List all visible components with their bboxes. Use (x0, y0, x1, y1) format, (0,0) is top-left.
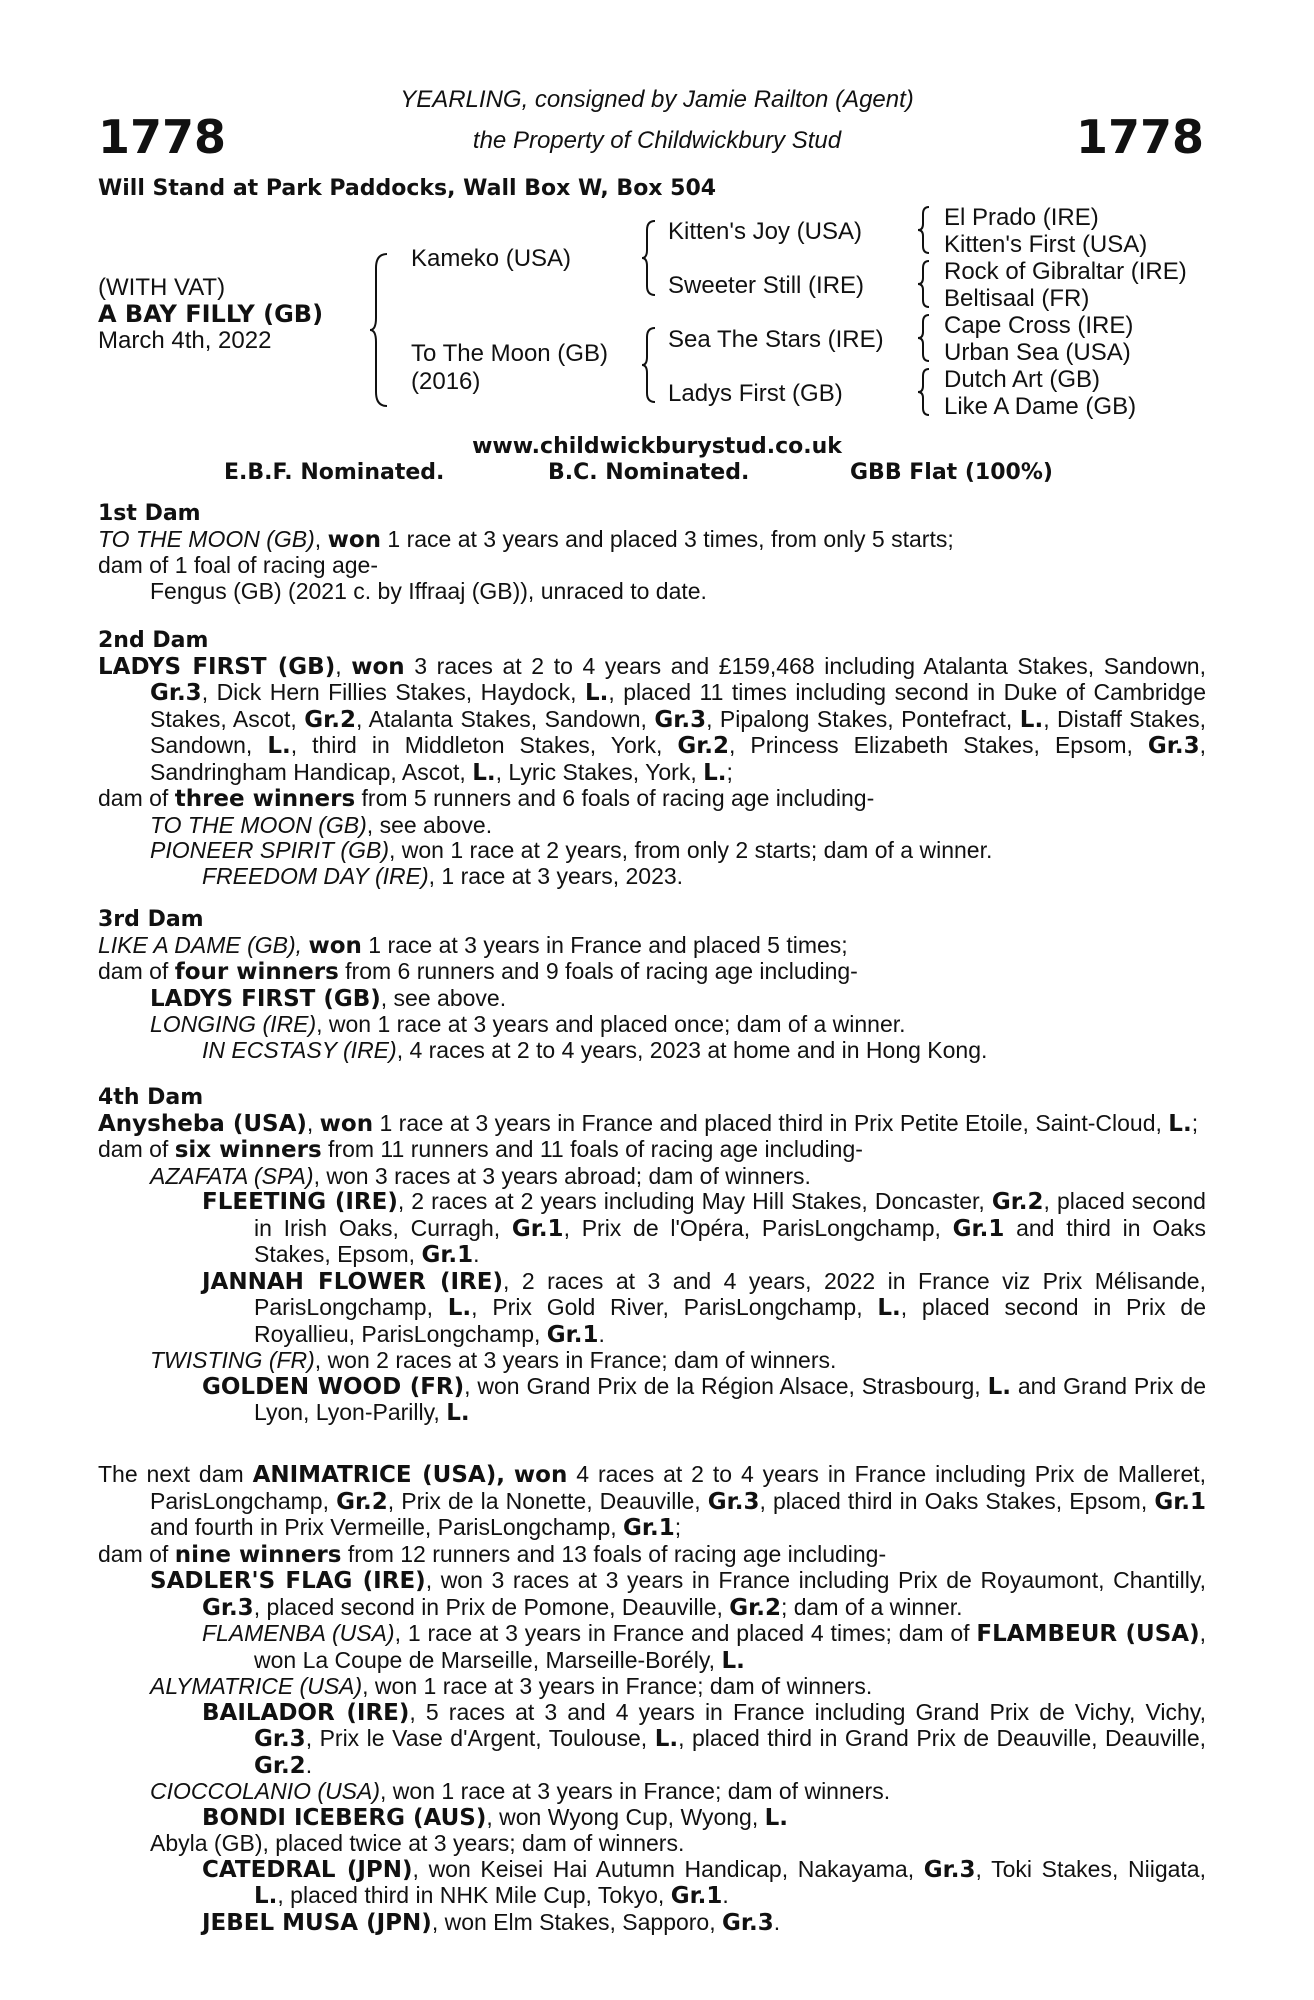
punctuation: ; (1191, 1109, 1199, 1136)
section-4th-dam: 4th Dam Anysheba (USA), won 1 race at 3 years in France and placed third in Prix Petite Etoile, Saint-Cloud, L.; dam of six winners from 11 runners and 11 foals of racing age including- AZAFATA (SPA), won 3 races at 3 years abroad; dam of winners. FLEETING (IRE), 2 races at 2 years including May Hill Stakes, Doncaster, Gr.2, placed second in Irish Oaks, Curragh, Gr.1, Prix de l'Opéra, ParisLongchamp, Gr.1 and third in Oaks Stakes, Epsom, Gr.1. JANNAH FLOWER (IRE), 2 races at 3 and 4 years, 2022 in France viz Prix Mélisande, ParisLongchamp, L., Prix Gold River, ParisLongchamp, L., placed second in Prix de Royallieu, ParisLongchamp, Gr.1. TWISTING (FR), won 2 races at 3 years in France; dam of winners. GOLDEN WOOD (FR), won Grand Prix de la Région Alsace, Strasbourg, L. and Grand Prix de Lyon, Lyon-Parilly, L. (98, 1085, 1207, 1426)
grade: L. (447, 1295, 472, 1321)
dam-year: (2016) (411, 368, 481, 395)
grade: Gr.2 (677, 733, 730, 759)
produce-record: , see above. (380, 984, 507, 1011)
sire-sire: Kitten's Joy (USA) (668, 218, 862, 245)
g2: Kitten's First (USA) (944, 231, 1148, 258)
g-brace-3 (916, 312, 932, 364)
grade: L. (1168, 1110, 1192, 1137)
race-record: 1 race at 3 years in France and placed third in Prix Petite Etoile, Saint-Cloud, (373, 1109, 1169, 1136)
produce-record: , placed third in Grand Prix de Deauville, Deauville, (678, 1725, 1206, 1751)
produce-record: , won 3 races at 3 years in France including Prix de Royaumont, Chantilly, (425, 1567, 1206, 1593)
grade: Gr.2 (254, 1752, 306, 1779)
race-record: , Pipalong Stakes, Pontefract, (706, 705, 1020, 732)
grade: L. (472, 759, 496, 786)
produce-name: JANNAH FLOWER (IRE) (202, 1268, 503, 1295)
produce-summary: dam of (98, 1136, 175, 1162)
race-record: , Dick Hern Fillies Stakes, Haydock, (201, 679, 585, 705)
dam-sire: Sea The Stars (IRE) (668, 326, 884, 353)
grade: L. (267, 733, 291, 759)
dam-brace (640, 325, 658, 405)
grade: L. (764, 1804, 789, 1831)
grade: Gr.3 (202, 1594, 254, 1621)
produce-name: LONGING (IRE) (150, 1011, 317, 1037)
produce-record: , Prix Gold River, ParisLongchamp, (471, 1294, 878, 1320)
won-label: won (327, 526, 382, 553)
produce-record: , won Keisei Hai Autumn Handicap, Nakayama, (412, 1855, 924, 1882)
punctuation: , (496, 1462, 505, 1488)
race-record: , Sandringham Handicap, Ascot, (150, 732, 1206, 785)
produce-record: , Prix le Vase d'Argent, Toulouse, (305, 1725, 655, 1751)
grade: L. (1019, 706, 1044, 733)
won-label: won (513, 1462, 568, 1488)
punctuation: ; (674, 1514, 682, 1540)
g1: El Prado (IRE) (944, 204, 1099, 231)
produce-record: , won 3 races at 3 years abroad; dam of winners. (313, 1162, 811, 1189)
produce-entry: Fengus (GB) (2021 c. by Iffraaj (GB)), unraced to date. (150, 577, 707, 604)
punctuation: . (773, 1908, 781, 1935)
winners-count: four winners (174, 959, 339, 985)
punctuation: . (473, 1241, 480, 1267)
race-record: and fourth in Prix Vermeille, ParisLongchamp, (150, 1514, 624, 1540)
race-record: , Atalanta Stakes, Sandown, (355, 705, 655, 732)
section-2nd-dam: 2nd Dam LADYS FIRST (GB), won 3 races at 2 to 4 years and £159,468 including Atalanta Stakes, Sandown, Gr.3, Dick Hern Fillies Stakes, Haydock, L., placed 11 times including second in Duke of Cambridge Stakes, Ascot, Gr.2, Atalanta Stakes, Sandown, Gr.3, Pipalong Stakes, Pontefract, L., Distaff Stakes, Sandown, L., third in Middleton Stakes, York, Gr.2, Princess Elizabeth Stakes, Epsom, Gr.3, Sandringham Handicap, Ascot, L., Lyric Stakes, York, L.; dam of three winners from 5 runners and 6 foals of racing age including- TO THE MOON (GB), see above. PIONEER SPIRIT (GB), won 1 race at 2 years, from only 2 starts; dam of a winner. FREEDOM DAY (IRE), 1 race at 3 years, 2023. (98, 628, 1206, 889)
grade: Gr.3 (707, 1488, 760, 1515)
website: www.childwickburystud.co.uk (472, 434, 842, 459)
punctuation: ; (726, 758, 733, 785)
produce-record: , won 1 race at 3 years and placed once; dam of a winner. (316, 1011, 906, 1037)
grade: Gr.3 (150, 680, 202, 706)
produce-summary: dam of 1 foal of racing age- (98, 552, 378, 578)
produce-name: FLAMBEUR (USA) (976, 1621, 1200, 1647)
produce-name: JEBEL MUSA (JPN) (202, 1909, 432, 1936)
produce-record: , won 1 race at 3 years in France; dam of winners. (380, 1778, 891, 1804)
grade: Gr.1 (546, 1321, 599, 1348)
section-heading: 1st Dam (98, 501, 201, 526)
race-record: , third in Middleton Stakes, York, (290, 732, 678, 758)
bc-nominated: B.C. Nominated. (548, 460, 750, 485)
produce-record: , won 1 race at 3 years in France; dam of winners. (362, 1673, 873, 1699)
vat-label: (WITH VAT) (98, 274, 226, 301)
grade: Gr.1 (952, 1215, 1005, 1242)
produce-record: , placed second in Irish Oaks, Curragh, (254, 1188, 1206, 1241)
produce-record: , placed third in NHK Mile Cup, Tokyo, (277, 1882, 671, 1908)
produce-name: FLAMENBA (USA) (202, 1620, 395, 1646)
produce-name: CATEDRAL (JPN) (202, 1856, 413, 1883)
ebf-nominated: E.B.F. Nominated. (224, 460, 445, 485)
grade: L. (877, 1295, 901, 1321)
grade: Gr.1 (511, 1215, 564, 1242)
dam-name: ANIMATRICE (USA) (252, 1462, 497, 1488)
section-heading: 2nd Dam (98, 628, 209, 653)
section-1st-dam: 1st Dam TO THE MOON (GB), won 1 race at 3 years and placed 3 times, from only 5 starts; dam of 1 foal of racing age- Fengus (GB) (2021 c. by Iffraaj (GB)), unraced to date. (98, 501, 954, 604)
grade: L. (987, 1373, 1011, 1400)
grade: Gr.3 (654, 706, 707, 733)
produce-summary: dam of (98, 1540, 175, 1567)
dam-dam: Ladys First (GB) (668, 380, 843, 407)
produce-record: , won 1 race at 2 years, from only 2 starts; dam of a winner. (388, 837, 993, 863)
grade: L. (446, 1400, 470, 1426)
produce-summary: dam of (98, 785, 175, 811)
pedigree-brace-main (368, 250, 392, 410)
produce-record: , won Grand Prix de la Région Alsace, Strasbourg, (464, 1372, 988, 1399)
g-brace-2 (916, 258, 932, 310)
produce-record: , placed second in Prix de Pomone, Deauville, (253, 1593, 730, 1620)
grade: Gr.1 (1154, 1488, 1206, 1515)
g-brace-4 (916, 366, 932, 418)
property-line: the Property of Childwickbury Stud (472, 127, 842, 154)
punctuation: . (722, 1882, 729, 1908)
produce-record: and third in Oaks Stakes, Epsom, (254, 1214, 1207, 1267)
winners-count: three winners (174, 786, 356, 812)
produce-name: GOLDEN WOOD (FR) (202, 1373, 465, 1400)
produce-record: , 2 races at 3 and 4 years, 2022 in France viz Prix Mélisande, ParisLongchamp, (254, 1267, 1206, 1320)
race-record: 4 races at 2 to 4 years in France including Prix de Malleret, ParisLongchamp, (150, 1461, 1207, 1514)
produce-name: AZAFATA (SPA) (150, 1162, 314, 1189)
lot-number-right: 1778 (1075, 110, 1204, 164)
dam-name: TO THE MOON (GB) (98, 525, 315, 552)
produce-record: , Toki Stakes, Niigata, (975, 1855, 1206, 1882)
produce-record: and Grand Prix de Lyon, Lyon-Parilly, (254, 1372, 1206, 1425)
produce-record: , 1 race at 3 years, 2023. (428, 862, 684, 889)
g-brace-1 (916, 204, 932, 256)
produce-record: , 1 race at 3 years in France and placed 4 times; dam of (394, 1620, 970, 1646)
grade: Gr.1 (421, 1242, 474, 1268)
grade: Gr.2 (336, 1488, 388, 1515)
produce-summary: dam of (98, 958, 175, 984)
grade: L. (703, 759, 727, 786)
grade: Gr.3 (254, 1726, 306, 1752)
produce-record: ; dam of a winner. (780, 1593, 963, 1620)
punctuation: . (305, 1751, 313, 1778)
produce-name: PIONEER SPIRIT (GB) (150, 837, 389, 863)
lot-number-left: 1778 (98, 110, 227, 164)
produce-record: , see above. (366, 811, 493, 838)
produce-entry: Abyla (GB), placed twice at 3 years; dam of winners. (150, 1830, 685, 1856)
intro-text: The next dam (98, 1461, 253, 1487)
won-label: won (319, 1110, 374, 1137)
punctuation: . (598, 1320, 605, 1347)
punctuation: , (295, 931, 303, 958)
produce-summary: from 12 runners and 13 foals of racing age including- (341, 1540, 887, 1567)
produce-summary: from 6 runners and 9 foals of racing age including- (338, 958, 858, 984)
produce-record: , 2 races at 2 years including May Hill Stakes, Doncaster, (397, 1188, 992, 1214)
grade: Gr.3 (722, 1909, 774, 1936)
produce-name: FREEDOM DAY (IRE) (202, 862, 429, 889)
produce-name: LADYS FIRST (GB) (150, 985, 381, 1012)
won-label: won (351, 653, 405, 680)
race-record: , Prix de la Nonette, Deauville, (387, 1487, 708, 1514)
produce-record: , placed second in Prix de Royallieu, ParisLongchamp, (254, 1294, 1206, 1347)
sire-dam: Sweeter Still (IRE) (668, 272, 865, 299)
produce-name: ALYMATRICE (USA) (150, 1673, 363, 1699)
grade: Gr.1 (623, 1515, 675, 1541)
produce-summary: from 5 runners and 6 foals of racing age including- (355, 785, 875, 811)
section-next-dam (98, 1462, 1206, 1936)
g3: Rock of Gibraltar (IRE) (944, 258, 1187, 285)
race-record: 1 race at 3 years in France and placed 5 times; (361, 931, 848, 958)
produce-record: , 5 races at 3 and 4 years in France including Grand Prix de Vichy, Vichy, (409, 1698, 1206, 1725)
grade: Gr.2 (991, 1189, 1044, 1215)
race-record: , Distaff Stakes, Sandown, (150, 705, 1206, 758)
section-3rd-dam (98, 906, 1206, 1063)
dam-name: LIKE A DAME (GB) (98, 931, 296, 958)
section-heading: 3rd Dam (98, 907, 204, 932)
race-record: , placed third in Oaks Stakes, Epsom, (759, 1487, 1155, 1514)
produce-record: , won La Coupe de Marseille, Marseille-Borély, (254, 1620, 1207, 1673)
dam-name: LADYS FIRST (GB) (98, 653, 336, 680)
grade: Gr.2 (729, 1594, 781, 1621)
stand-line: Will Stand at Park Paddocks, Wall Box W, Box 504 (98, 176, 717, 201)
grade: Gr.1 (670, 1883, 723, 1909)
g6: Urban Sea (USA) (944, 339, 1131, 366)
foaled-date: March 4th, 2022 (98, 327, 272, 354)
race-record: , Princess Elizabeth Stakes, Epsom, (729, 732, 1148, 758)
grade: Gr.3 (923, 1856, 976, 1883)
g5: Cape Cross (IRE) (944, 312, 1134, 339)
produce-name: CIOCCOLANIO (USA) (150, 1778, 381, 1804)
consignor-line: YEARLING, consigned by Jamie Railton (Agent) (400, 86, 914, 113)
produce-name: FLEETING (IRE) (202, 1189, 398, 1215)
grade: L. (584, 680, 609, 706)
produce-name: SADLER'S FLAG (IRE) (150, 1568, 426, 1594)
race-record: 3 races at 2 to 4 years and £159,468 including Atalanta Stakes, Sandown, (404, 652, 1206, 679)
produce-record: , won 2 races at 3 years in France; dam of winners. (314, 1347, 837, 1373)
produce-record: , won Wyong Cup, Wyong, (486, 1803, 765, 1830)
produce-summary: from 11 runners and 11 foals of racing age including- (321, 1136, 863, 1162)
produce-record: , won Elm Stakes, Sapporo, (431, 1908, 723, 1935)
dam: To The Moon (GB) (411, 340, 608, 367)
grade: L. (654, 1726, 679, 1752)
grade: Gr.3 (1147, 733, 1200, 759)
produce-record: , Prix de l'Opéra, ParisLongchamp, (563, 1214, 953, 1241)
grade: L. (254, 1883, 278, 1909)
race-record: , Lyric Stakes, York, (495, 758, 704, 785)
race-record: 1 race at 3 years and placed 3 times, from only 5 starts; (381, 525, 954, 552)
winners-count: six winners (174, 1137, 322, 1163)
produce-name: BAILADOR (IRE) (202, 1699, 410, 1726)
grade: L. (721, 1647, 745, 1674)
produce-name: TO THE MOON (GB) (150, 811, 367, 838)
g7: Dutch Art (GB) (944, 366, 1101, 393)
dam-name: Anysheba (USA) (98, 1110, 307, 1137)
g8: Like A Dame (GB) (944, 393, 1137, 420)
grade: Gr.2 (304, 706, 356, 733)
won-label: won (308, 932, 362, 959)
produce-record: , 4 races at 2 to 4 years, 2023 at home and in Hong Kong. (396, 1036, 988, 1063)
sire-brace (640, 218, 658, 298)
produce-name: TWISTING (FR) (150, 1347, 315, 1373)
g4: Beltisaal (FR) (944, 285, 1090, 312)
horse-name: A BAY FILLY (GB) (98, 300, 324, 328)
section-heading: 4th Dam (98, 1085, 204, 1110)
winners-count: nine winners (174, 1541, 342, 1568)
race-record: , placed 11 times including second in Duke of Cambridge Stakes, Ascot, (150, 679, 1206, 732)
produce-name: BONDI ICEBERG (AUS) (202, 1804, 487, 1831)
gbb-flat: GBB Flat (100%) (850, 460, 1053, 485)
produce-name: IN ECSTASY (IRE) (202, 1036, 397, 1063)
sire: Kameko (USA) (411, 245, 572, 272)
